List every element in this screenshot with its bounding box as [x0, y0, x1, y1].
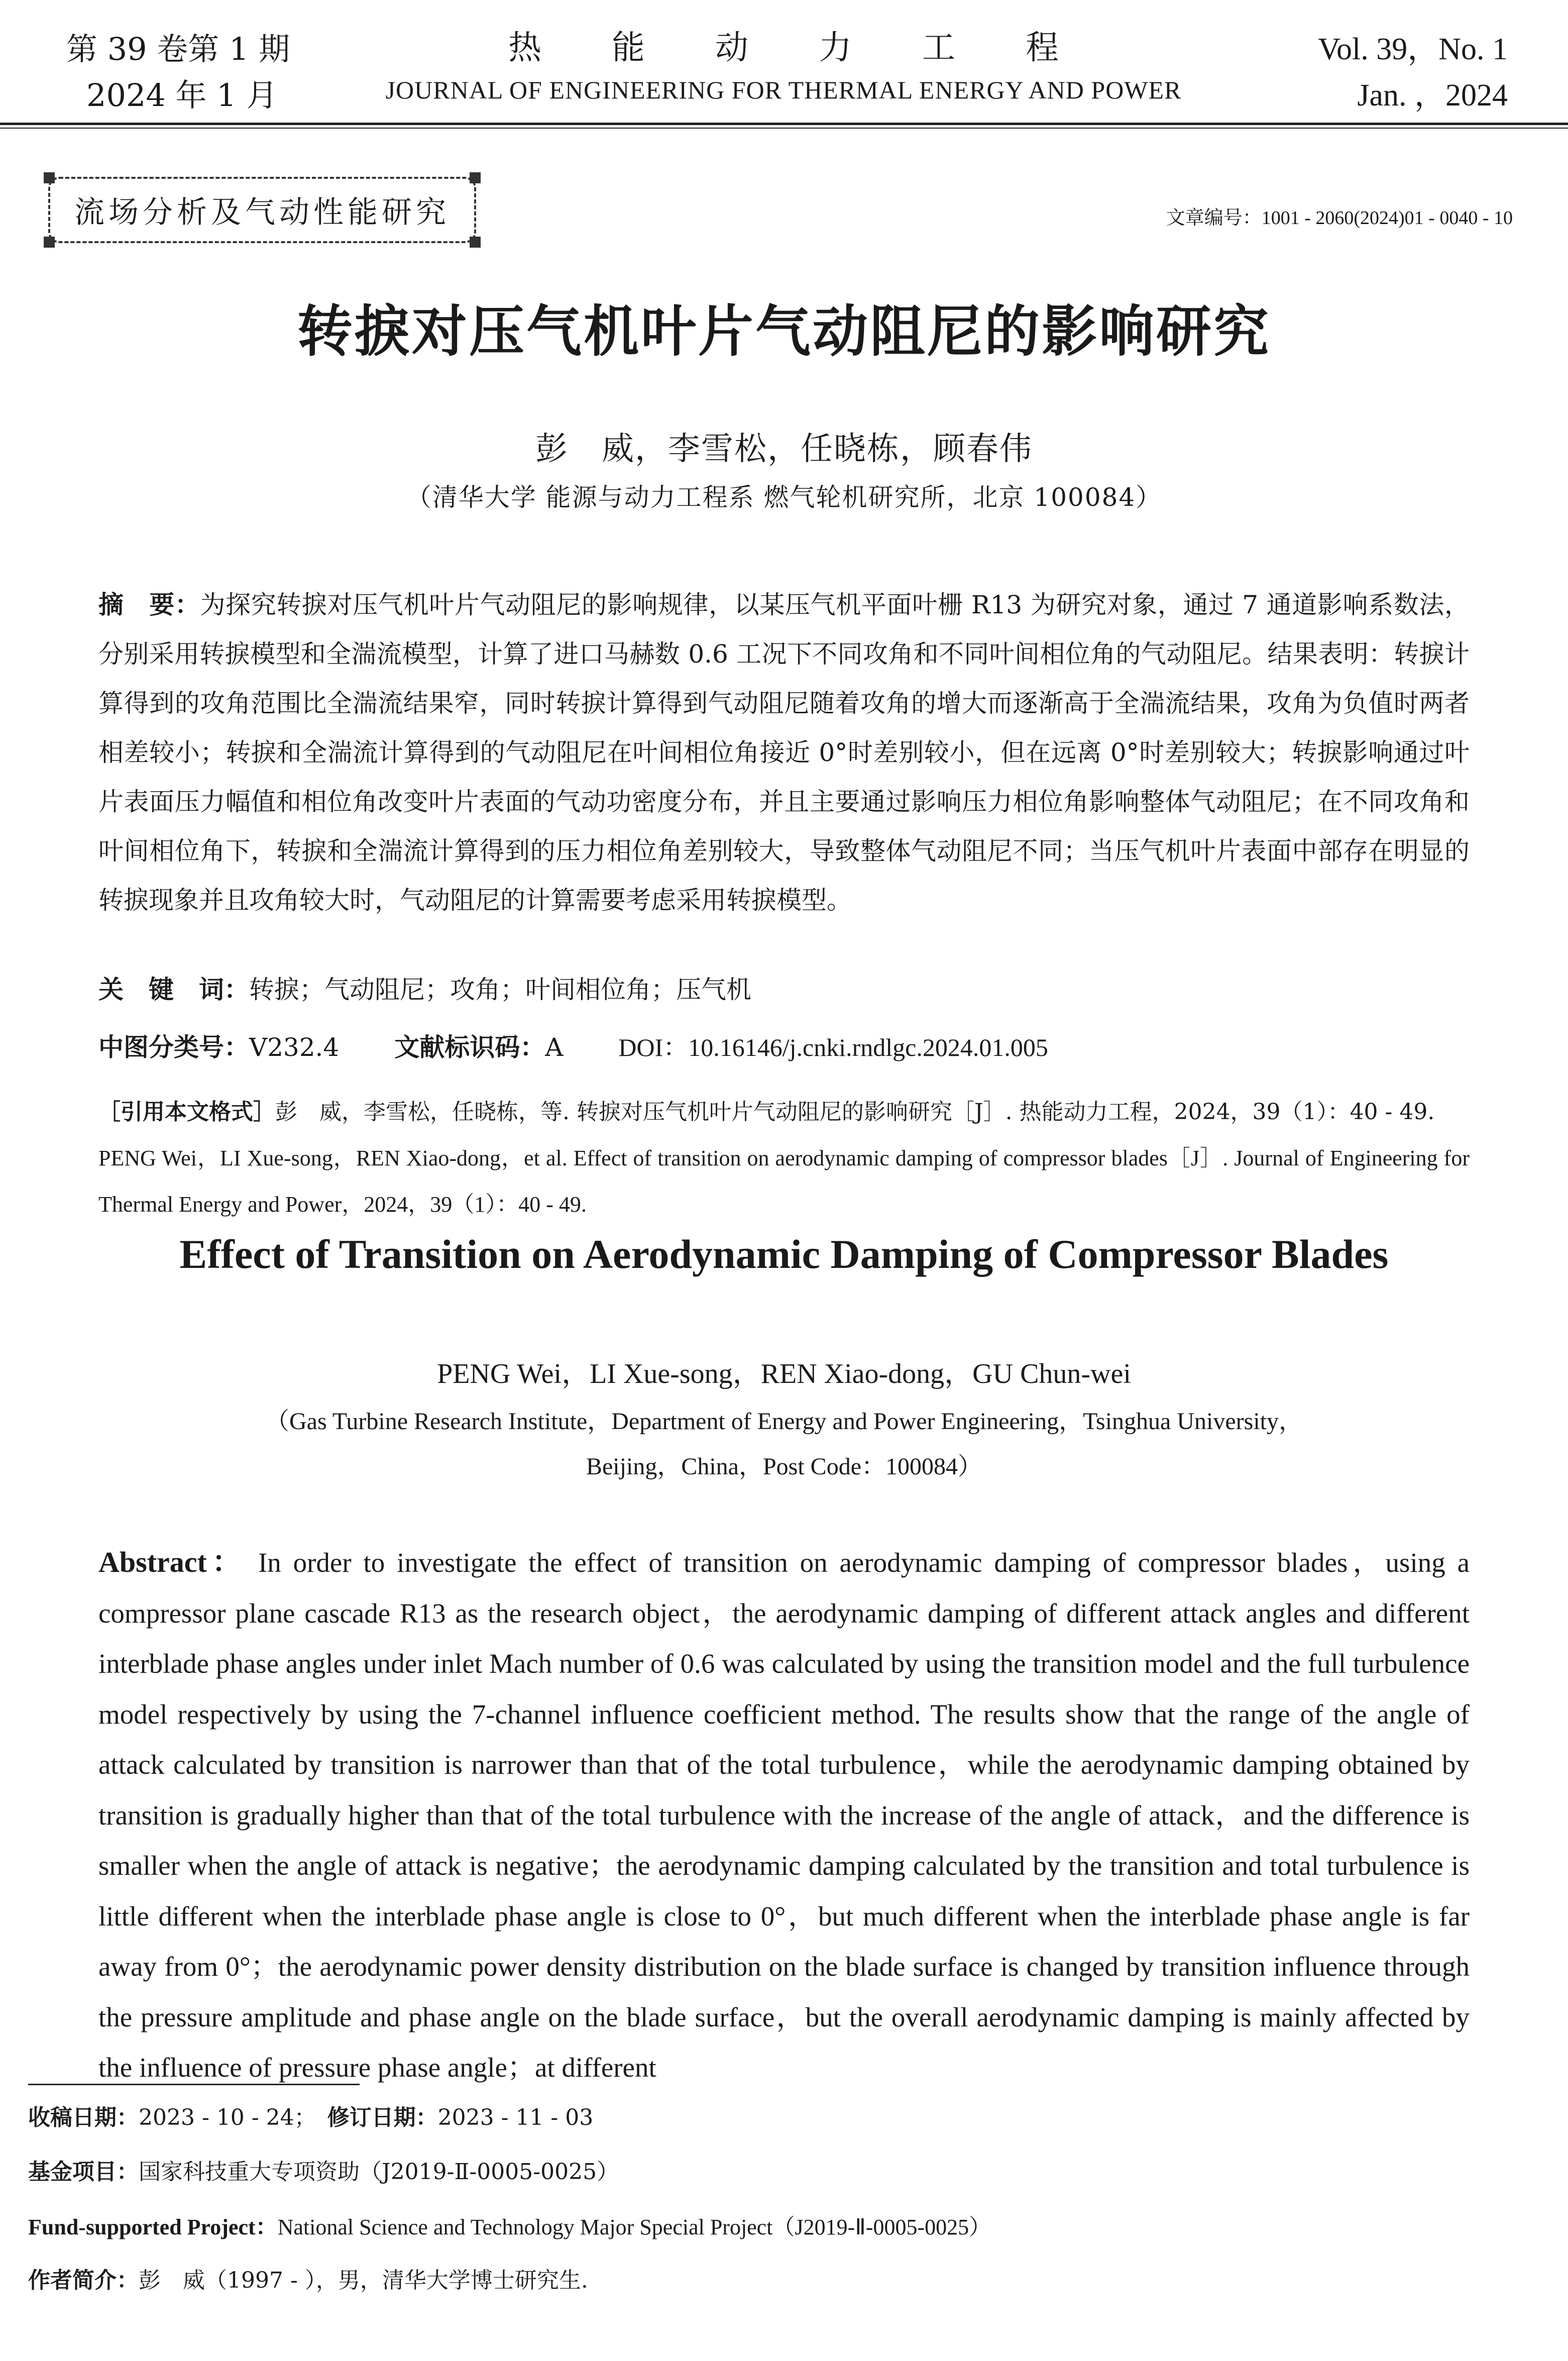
clc-label: 中图分类号：	[98, 1033, 249, 1062]
affiliation-en-line1: （Gas Turbine Research Institute，Department of Energy and Power Engineering，Tsinghua University，	[265, 1408, 1303, 1435]
header-rule-thick	[0, 123, 1568, 125]
column-tag	[48, 177, 476, 243]
footnote-author	[28, 2266, 1535, 2296]
abstract-cn-text: 为探究转捩对压气机叶片气动阻尼的影响规律，以某压气机平面叶栅 R13 为研究对象，通过 7 通道影响系数法，分别采用转捩模型和全湍流模型，计算了进口马赫数 0.6 工况下不同攻角和不同叶间相位角的气动阻尼。结果表明：转捩计算得到的攻角范围比全湍流结果窄，同时转捩计算得到气动阻尼随着攻角的增大而逐渐高于全湍流结果，攻角为负值时两者相差较小；转捩和全湍流计算得到的气动阻尼在叶间相位角接近 0°时差别较小，但在远离 0°时差别较大；转捩影响通过叶片表面压力幅值和相位角改变叶片表面的气动功密度分布，并且主要通过影响压力相位角影响整体气动阻尼；在不同攻角和叶间相位角下，转捩和全湍流计算得到的压力相位角差别较大，导致整体气动阻尼不同；当压气机叶片表面中部存在明显的转捩现象并且攻角较大时，气动阻尼的计算需要考虑采用转捩模型。	[98, 590, 1470, 915]
revised-date: 2023 - 11 - 03	[437, 2105, 594, 2130]
fund-cn-label: 基金项目：	[28, 2159, 139, 2185]
journal-masthead	[382, 26, 1185, 108]
revised-label: 修订日期：	[327, 2105, 438, 2130]
keywords-cn	[98, 970, 751, 1010]
abstract-en-text: In order to investigate the effect of transition on aerodynamic damping of compressor blades，using a compressor plane cascade R13 as the research object，the aerodynamic damping of different attack angles and different interblade phase angles under inlet Mach number of 0.6 was calculated by using the transition model and the full turbulence model respectively by using the 7-channel influence coefficient method. The results show that the range of the angle of attack calculated by transition is narrower than that of the total turbulence，while the aerodynamic damping obtained by transition is gradually higher than that of the total turbulence with the increase of the angle of attack，and the difference is smaller when the angle of attack is negative；the aerodynamic damping calculated by the transition and total turbulence is little different when the interblade phase angle is close to 0°，but much different when the interblade phase angle is far away from 0°；the aerodynamic power density distribution on the blade surface is changed by transition influence through the pressure amplitude and phase angle on the blade surface，but the overall aerodynamic damping is mainly affected by the influence of pressure phase angle；at different	[98, 1547, 1470, 2083]
corner-mark	[44, 172, 55, 183]
title-en: Effect of Transition on Aerodynamic Damping of Compressor Blades	[179, 1231, 1389, 1277]
doc-code-label: 文献标识码：	[394, 1033, 545, 1062]
footnote-fund-cn	[28, 2157, 1535, 2187]
volume-en: Vol. 39，No. 1	[1318, 32, 1508, 66]
received-label: 收稿日期：	[28, 2105, 139, 2130]
doc-code-value: A	[545, 1033, 564, 1062]
fund-en-label: Fund-supported Project：	[28, 2215, 278, 2239]
fund-cn-text: 国家科技重大专项资助（J2019-Ⅱ-0005-0025）	[139, 2159, 619, 2185]
authors-en: PENG Wei，LI Xue-song，REN Xiao-dong，GU Chun-wei	[437, 1358, 1131, 1389]
journal-title-cn: 热能动力工程	[508, 28, 1129, 67]
citation-block	[98, 1089, 1470, 1228]
column-tag-label: 流场分析及气动性能研究	[74, 195, 450, 230]
date-en: Jan. ，2024	[1357, 78, 1508, 113]
fund-en-text: National Science and Technology Major Special Project（J2019-Ⅱ-0005-0025）	[277, 2215, 991, 2239]
corner-mark	[470, 172, 481, 183]
footnote-dates	[28, 2103, 1535, 2133]
footnote-rule	[28, 2084, 360, 2085]
affiliation-en-line2: Beijing，China，Post Code：100084）	[586, 1453, 982, 1480]
header-rule-thin	[0, 128, 1568, 129]
keywords-label: 关 键 词：	[98, 975, 249, 1004]
article-number: 文章编号：1001 - 2060(2024)01 - 0040 - 10	[1166, 207, 1513, 229]
citation-cn: 彭 威，李雪松，任晓栋，等. 转捩对压气机叶片气动阻尼的影响研究［J］. 热能动力工程，2024，39（1）：40 - 49.	[275, 1099, 1435, 1125]
journal-title-en: JOURNAL OF ENGINEERING FOR THERMAL ENERGY AND POWER	[385, 76, 1182, 104]
received-date: 2023 - 10 - 24；	[139, 2105, 305, 2130]
author-bio-text: 彭 威（1997 - ），男，清华大学博士研究生.	[139, 2268, 588, 2293]
title-cn: 转捩对压气机叶片气动阻尼的影响研究	[297, 299, 1271, 364]
affiliation-cn: （清华大学 能源与动力工程系 燃气轮机研究所，北京 100084）	[406, 483, 1162, 512]
abstract-en-label: Abstract：	[98, 1546, 247, 1578]
abstract-cn-label: 摘 要：	[98, 590, 200, 619]
date-cn: 2024 年 1 月	[86, 77, 278, 114]
abstract-cn	[98, 580, 1470, 925]
corner-mark	[470, 237, 481, 248]
doi: DOI：10.16146/j.cnki.rndlgc.2024.01.005	[618, 1033, 1048, 1061]
footnote-fund-en	[28, 2212, 1535, 2242]
header-volume-info	[1318, 26, 1508, 119]
classification-line	[98, 1027, 1470, 1067]
author-bio-label: 作者简介：	[28, 2268, 139, 2293]
clc-value: V232.4	[249, 1033, 340, 1062]
header-issue-info	[66, 26, 290, 119]
authors-cn: 彭 威，李雪松，任晓栋，顾春伟	[535, 431, 1033, 468]
abstract-en	[98, 1537, 1470, 2093]
citation-label: ［引用本文格式］	[98, 1099, 275, 1125]
issue-cn: 第 39 卷第 1 期	[66, 31, 290, 67]
corner-mark	[44, 237, 55, 248]
citation-en: PENG Wei，LI Xue-song，REN Xiao-dong，et al. Effect of transition on aerodynamic damping of compressor blades［J］. Journal of Engineering for Thermal Energy and Power，2024，39（1）：40 - 49.	[98, 1146, 1470, 1217]
keywords-text: 转捩；气动阻尼；攻角；叶间相位角；压气机	[249, 975, 751, 1004]
